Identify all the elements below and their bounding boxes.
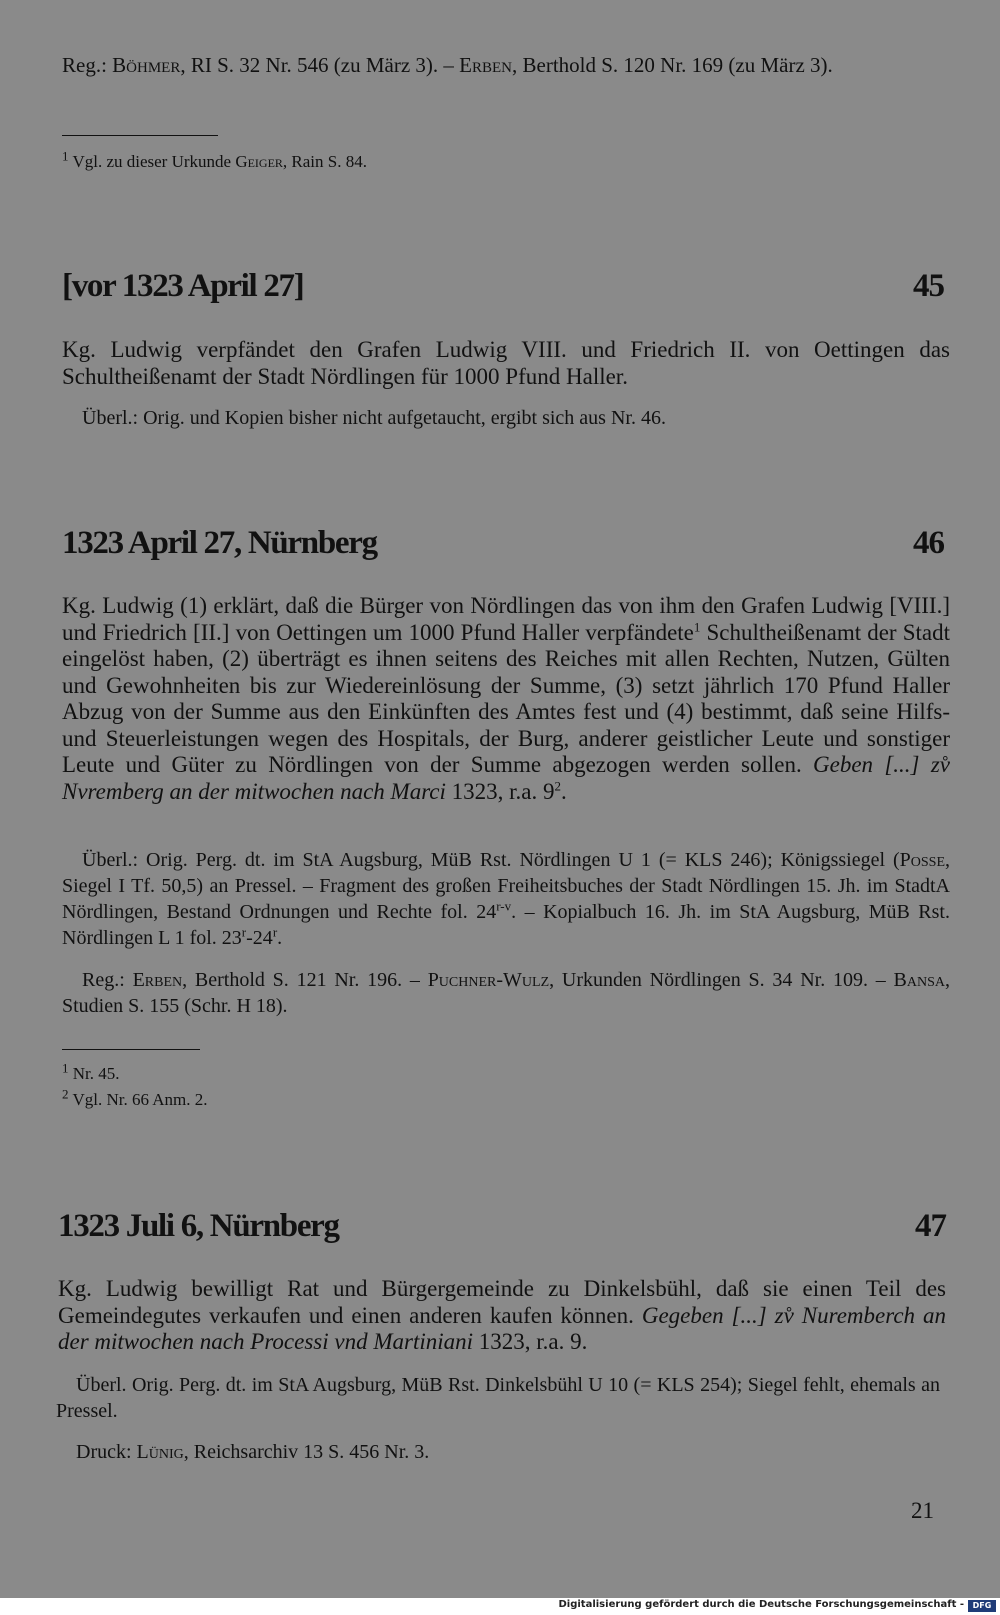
tradition-text: -24 xyxy=(246,927,273,949)
footnote xyxy=(62,1088,208,1112)
document-number: 47 xyxy=(915,1208,946,1244)
dfg-logo: DFG xyxy=(968,1600,996,1612)
tradition-text: . – Kopialbuch 16. Jh. im StA Augsburg, MüB Rst. Nördlingen L 1 fol. 23 xyxy=(62,901,950,949)
document-summary xyxy=(58,1276,946,1356)
reg-text: , RI S. 32 Nr. 546 (zu März 3). – xyxy=(180,53,460,77)
summary-text: Schultheißenamt der Stadt eingelöst haben, (2) überträgt es ihnen seitens des Reiches mit allen Rechten, Nutzen, Gülten und Gewohnheiten bis zur Wiedereinlösung der Summe, (3) setzt jährlich 170 Pfund Haller Abzug von der Summe aus den Einkünften des Amtes fest und (4) bestimmt, daß seine Hilfs- und Steuerleistungen wegen des Hospitals, der Burg, anderer geistlicher Leute und sonstiger Leute und Güter zu Nördlingen von der Summe abgezogen werden sollen. xyxy=(62,619,950,777)
charter-quote: Gegeben [...] zv̊ Nuremberch an der mitwochen nach Processi vnd Martiniani xyxy=(58,1302,946,1354)
footnote-marker: 1 xyxy=(693,618,701,634)
footnote-text: Vgl. Nr. 66 Anm. 2. xyxy=(68,1090,208,1109)
author-name: Böhmer xyxy=(112,53,181,77)
summary-text: Kg. Ludwig (1) erklärt, daß die Bürger von Nördlingen das von ihm den Grafen Ludwig [VIII.] und Friedrich [II.] von Oettingen um 1000 Pfund Haller verpfändete xyxy=(62,593,950,645)
regest-references xyxy=(62,52,950,78)
author-name: Posse xyxy=(899,849,945,871)
document-heading xyxy=(62,268,944,305)
author-name: Bansa xyxy=(893,969,946,991)
charter-quote: Geben [...] zv̊ Nvremberg an der mitwochen nach Marci xyxy=(62,752,950,804)
summary-text: . xyxy=(561,778,567,804)
document-date: 1323 Juli 6, Nürnberg xyxy=(58,1208,339,1244)
reg-label: Reg.: xyxy=(82,969,133,991)
tradition-text: Überl.: Orig. Perg. dt. im StA Augsburg, MüB Rst. Nördlingen U 1 (= KLS 246); Königssiegel ( xyxy=(82,849,900,871)
tradition-note: Überl.: Orig. und Kopien bisher nicht aufgetaucht, ergibt sich aus Nr. 46. xyxy=(82,407,666,429)
footnote xyxy=(62,1062,120,1086)
document-heading xyxy=(62,525,944,562)
footnote-text: Nr. 45. xyxy=(68,1064,120,1083)
print-reference xyxy=(76,1439,936,1465)
tradition-note xyxy=(62,847,950,951)
document-summary xyxy=(62,593,950,805)
folio-marker: r xyxy=(272,924,278,940)
footnote-marker: 2 xyxy=(554,777,562,793)
footnote-text: Vgl. zu dieser Urkunde xyxy=(68,152,236,171)
funding-note: Digitalisierung gefördert durch die Deutsche Forschungsgemeinschaft - xyxy=(558,1599,964,1610)
reg-text: , Berthold S. 120 Nr. 169 (zu März 3). xyxy=(512,53,833,77)
author-name: Erben xyxy=(132,969,183,991)
regest-references xyxy=(62,967,950,1019)
author-name: Puchner-Wulz xyxy=(427,969,550,991)
print-text: , Reichsarchiv 13 S. 456 Nr. 3. xyxy=(183,1441,430,1463)
document-heading xyxy=(58,1208,946,1245)
funding-footer xyxy=(0,1598,1000,1615)
footnote-divider xyxy=(62,135,218,136)
reg-text: , Berthold S. 121 Nr. 196. – xyxy=(182,969,428,991)
page-number: 21 xyxy=(911,1498,934,1523)
summary-text: 1323, r.a. 9. xyxy=(473,1329,588,1354)
tradition-text: , Siegel I Tf. 50,5) an Pressel. – Fragment des großen Freiheitsbuches der Stadt Nördlingen 15. Jh. im StadtA Nördlingen, Bestand Ordnungen und Rechte fol. 24 xyxy=(62,849,950,923)
footnote-text: , Rain S. 84. xyxy=(282,152,367,171)
footnote xyxy=(62,150,367,174)
print-label: Druck: xyxy=(76,1441,137,1463)
summary-text: 1323, r.a. 9 xyxy=(445,778,555,804)
document-summary: Kg. Ludwig verpfändet den Grafen Ludwig VIII. und Friedrich II. von Oettingen das Schultheißenamt der Stadt Nördlingen für 1000 Pfund Haller. xyxy=(62,337,950,389)
summary-text: Kg. Ludwig bewilligt Rat und Bürgergemeinde zu Dinkelsbühl, daß sie einen Teil des Gemeindegutes verkaufen und einen anderen kaufen können. xyxy=(58,1276,946,1328)
reg-label: Reg.: xyxy=(62,53,113,77)
tradition-text: . xyxy=(277,927,283,949)
document-date: [vor 1323 April 27] xyxy=(62,268,304,304)
footnote-marker: 1 xyxy=(62,148,69,164)
reg-text: , Studien S. 155 (Schr. H 18). xyxy=(62,969,951,1017)
folio-marker: r xyxy=(241,924,247,940)
author-name: Geiger xyxy=(235,152,283,171)
author-name: Erben xyxy=(459,53,512,77)
document-number: 45 xyxy=(913,268,944,304)
reg-text: , Urkunden Nördlingen S. 34 Nr. 109. – xyxy=(549,969,894,991)
footnote-marker: 1 xyxy=(62,1060,69,1076)
tradition-note: Überl. Orig. Perg. dt. im StA Augsburg, MüB Rst. Dinkelsbühl U 10 (= KLS 254); Siegel fehlt, ehemals an Pressel. xyxy=(56,1374,940,1422)
document-date: 1323 April 27, Nürnberg xyxy=(62,525,377,561)
folio-marker: r-v xyxy=(496,898,512,914)
footnote-marker: 2 xyxy=(62,1086,69,1102)
document-number: 46 xyxy=(913,525,944,561)
author-name: Lünig xyxy=(136,1441,184,1463)
footnote-divider xyxy=(62,1049,200,1050)
